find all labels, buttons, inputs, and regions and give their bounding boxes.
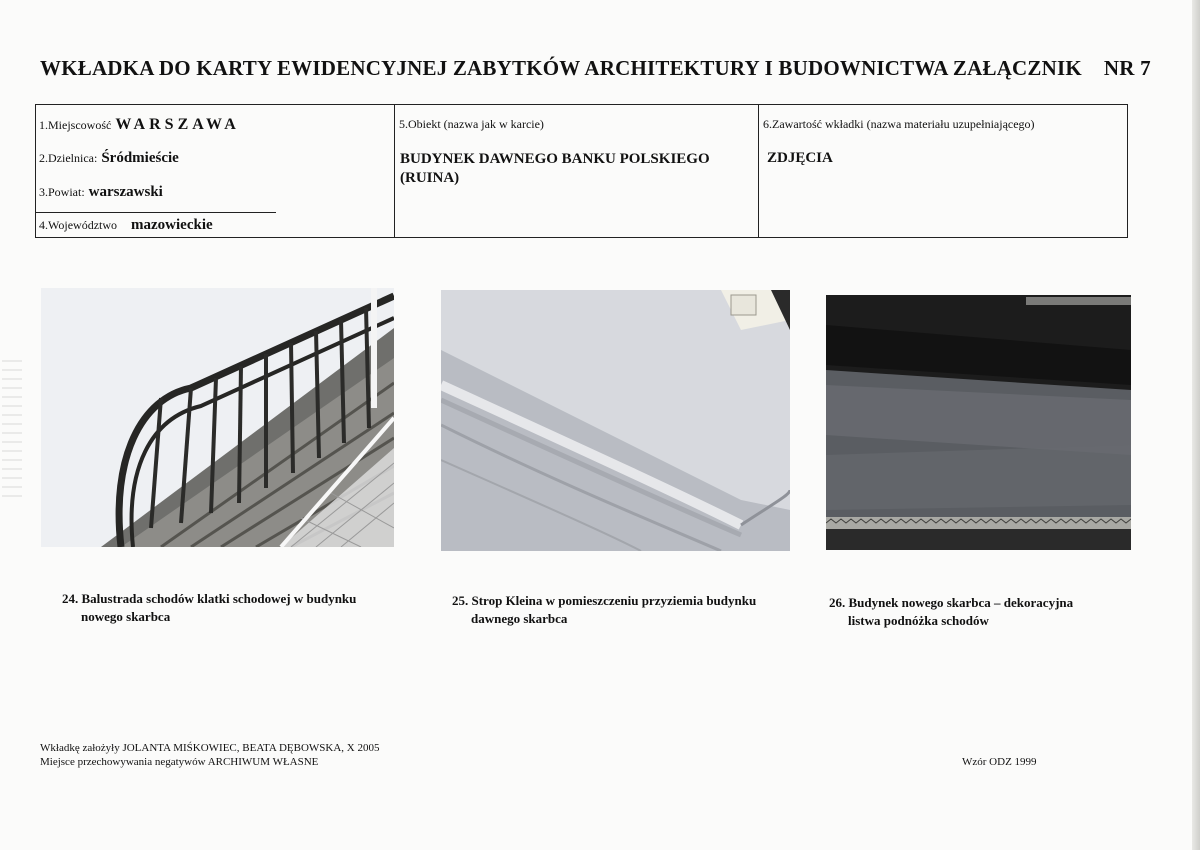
authors-line: Wkładkę założyły JOLANTA MIŚKOWIEC, BEATA DĘBOWSKA, X 2005	[40, 742, 380, 754]
info-table	[35, 104, 1128, 238]
title-text: WKŁADKA DO KARTY EWIDENCYJNEJ ZABYTKÓW ARCHITEKTURY I BUDOWNICTWA ZAŁĄCZNIK	[40, 56, 1082, 80]
page-edge	[1192, 0, 1200, 850]
voivodeship-label: 4.Województwo	[39, 218, 118, 232]
scan-artifact	[2, 360, 22, 500]
voivodeship-value: mazowieckie	[131, 217, 213, 233]
district-value: Śródmieście	[101, 150, 179, 166]
caption-photo-25	[452, 592, 792, 628]
caption-24-line1: 24. Balustrada schodów klatki schodowej w budynku	[62, 591, 357, 606]
county-value: warszawski	[88, 184, 163, 200]
ceiling-image	[441, 290, 790, 551]
contents-value: ZDJĘCIA	[767, 150, 833, 166]
caption-25-line2: dawnego skarbca	[471, 611, 568, 626]
stair-strip-image	[826, 295, 1131, 550]
contents-column	[759, 105, 1127, 237]
photo-klein-ceiling	[441, 290, 790, 551]
voivodeship-row	[39, 217, 213, 234]
object-value: BUDYNEK DAWNEGO BANKU POLSKIEGO (RUINA)	[400, 151, 710, 186]
negatives-location-line: Miejsce przechowywania negatywów ARCHIWUM WŁASNE	[40, 756, 319, 768]
balustrade-image	[41, 288, 394, 547]
location-column	[36, 105, 395, 237]
document-title	[40, 56, 1151, 81]
footer-info	[40, 741, 380, 769]
row-divider	[36, 212, 276, 213]
caption-26-line2: listwa podnóżka schodów	[848, 613, 989, 628]
photo-balustrade	[41, 288, 394, 547]
contents-label: 6.Zawartość wkładki (nazwa materiału uzupełniającego)	[763, 117, 1035, 131]
district-label: 2.Dzielnica:	[39, 151, 98, 165]
template-version: Wzór ODZ 1999	[962, 756, 1037, 768]
caption-photo-26	[829, 594, 1129, 630]
object-column	[395, 105, 759, 237]
attachment-number: NR 7	[1103, 56, 1151, 80]
caption-26-line1: 26. Budynek nowego skarbca – dekoracyjna	[829, 595, 1074, 610]
county-row	[39, 184, 163, 201]
locality-row	[39, 116, 240, 134]
locality-value: WARSZAWA	[115, 116, 240, 133]
county-label: 3.Powiat:	[39, 185, 85, 199]
locality-label: 1.Miejscowość	[39, 118, 112, 132]
caption-25-line1: 25. Strop Kleina w pomieszczeniu przyziemia budynku	[452, 593, 757, 608]
photo-stair-strip	[826, 295, 1131, 550]
district-row	[39, 150, 179, 167]
object-label: 5.Obiekt (nazwa jak w karcie)	[399, 117, 544, 131]
caption-24-line2: nowego skarbca	[81, 609, 171, 624]
caption-photo-24	[62, 590, 392, 626]
